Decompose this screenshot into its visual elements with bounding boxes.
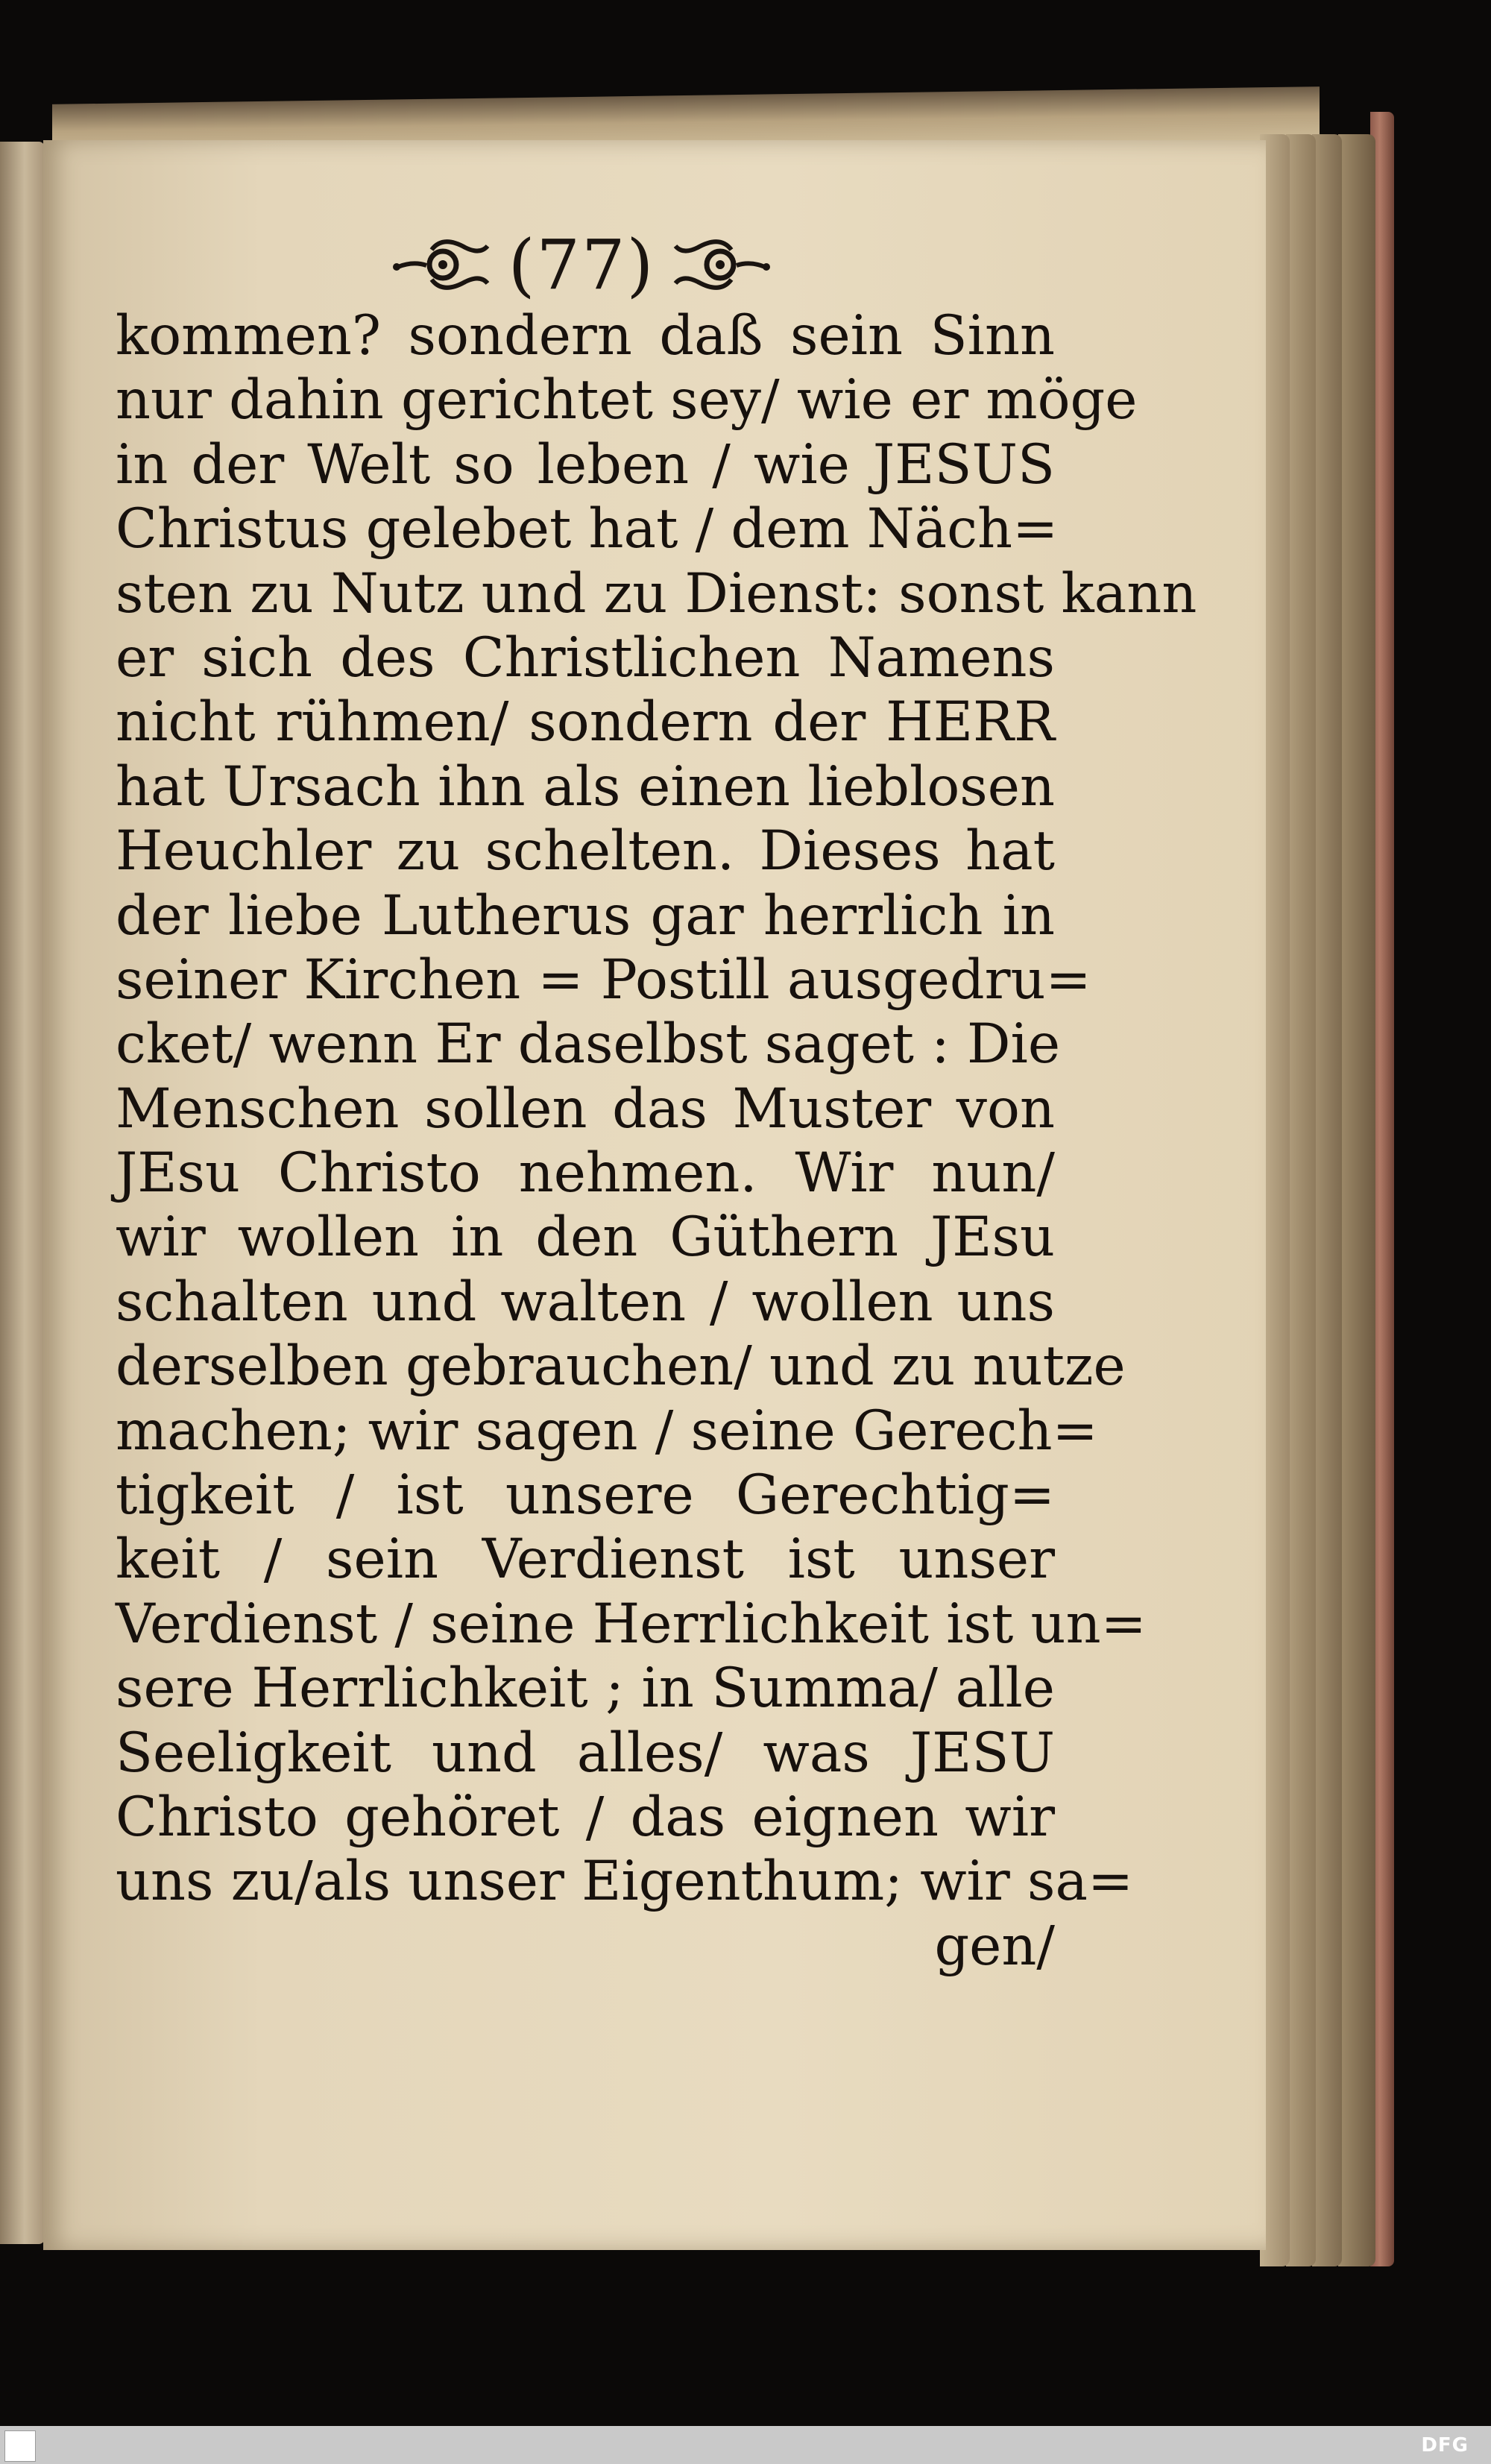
- text-line: keit / sein Verdienst ist unser: [116, 1528, 1055, 1592]
- text-line: Christus gelebet hat / dem Näch=: [116, 497, 1059, 561]
- text-line: wir wollen in den Güthern JEsu: [116, 1206, 1055, 1270]
- text-line: sten zu Nutz und zu Dienst: sonst kann: [116, 561, 1197, 626]
- catchword: gen/: [934, 1914, 1055, 1978]
- text-line: in der Welt so leben / wie JESUS: [116, 432, 1055, 497]
- text-line: nicht rühmen/ sondern der HERR: [116, 690, 1055, 754]
- left-page-edge: [0, 142, 45, 2244]
- text-line: derselben gebrauchen/ und zu nutze: [116, 1335, 1126, 1399]
- ornament-right-icon: [668, 231, 772, 298]
- library-logo-icon: [4, 2430, 36, 2462]
- page-stack-edge: [1312, 134, 1342, 2266]
- text-line: Verdienst / seine Herrlichkeit ist un=: [116, 1592, 1147, 1656]
- page-stack-edge: [1286, 134, 1316, 2266]
- text-line: Christo gehöret / das eignen wir: [116, 1785, 1055, 1849]
- text-line: machen; wir sagen / seine Gerech=: [116, 1399, 1098, 1463]
- dfg-logo: DFG: [1421, 2434, 1469, 2457]
- text-line: hat Ursach ihn als einen lieblosen: [116, 754, 1055, 819]
- page-body-text: [116, 304, 1197, 1979]
- text-line: tigkeit / ist unsere Gerechtig=: [116, 1463, 1055, 1528]
- text-line: kommen? sondern daß sein Sinn: [116, 304, 1055, 368]
- text-line: er sich des Christlichen Namens: [116, 626, 1055, 690]
- text-line: sere Herrlichkeit ; in Summa/ alle: [116, 1657, 1055, 1721]
- text-line: cket/ wenn Er daselbst saget : Die: [116, 1012, 1061, 1077]
- text-line: Heuchler zu schelten. Dieses hat: [116, 819, 1055, 883]
- text-line: JEsu Christo nehmen. Wir nun/: [116, 1141, 1055, 1206]
- text-line: nur dahin gerichtet sey/ wie er möge: [116, 368, 1138, 432]
- text-line: der liebe Lutherus gar herrlich in: [116, 883, 1055, 948]
- viewer-footer-bar: [0, 2426, 1491, 2464]
- text-line: uns zu/als unser Eigenthum; wir sa=: [116, 1850, 1134, 1914]
- text-line: Menschen sollen das Muster von: [116, 1077, 1055, 1141]
- ornament-left-icon: [391, 231, 495, 298]
- text-line: seiner Kirchen = Postill ausgedru=: [116, 948, 1091, 1012]
- text-line: Seeligkeit und alles/ was JESU: [116, 1721, 1055, 1785]
- text-line: schalten und walten / wollen uns: [116, 1270, 1055, 1334]
- page-stack-edge: [1338, 134, 1375, 2266]
- page-number: (77): [508, 224, 655, 305]
- page-header: [373, 220, 790, 309]
